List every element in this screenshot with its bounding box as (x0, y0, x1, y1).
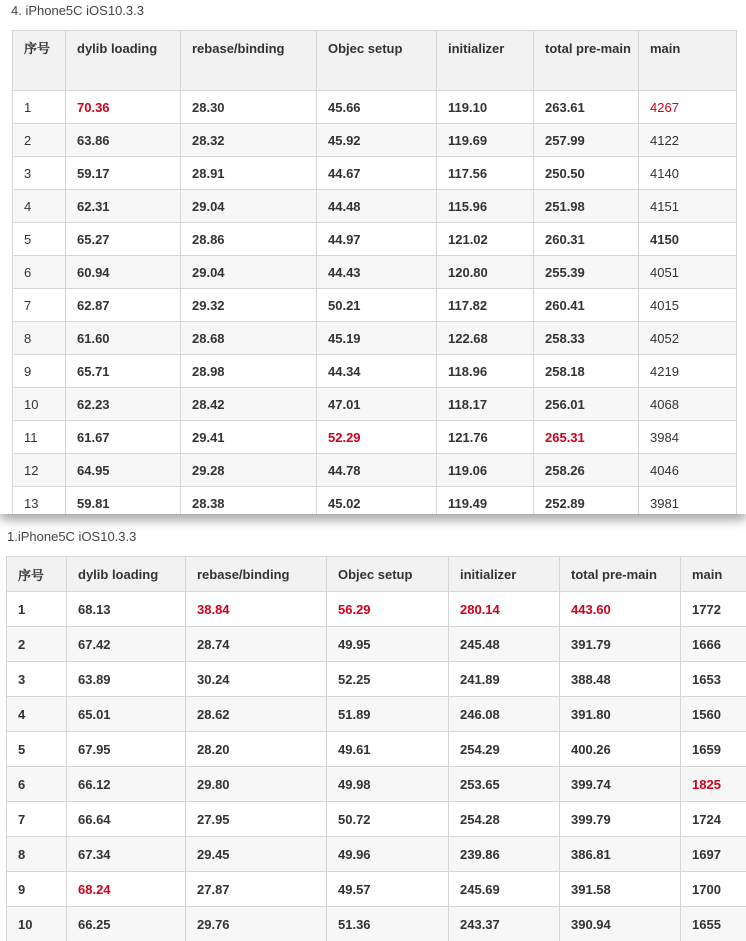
col-header-rebase-binding: rebase/binding (186, 557, 327, 592)
table-cell: 44.67 (317, 157, 437, 190)
table-cell: 29.80 (186, 767, 327, 802)
table-cell: 29.28 (181, 454, 317, 487)
table-cell: 4 (13, 190, 66, 223)
table-cell: 239.86 (449, 837, 560, 872)
table-cell: 257.99 (534, 124, 639, 157)
table-cell: 1 (7, 592, 67, 627)
col-header-index: 序号 (7, 557, 67, 592)
table-cell: 243.37 (449, 907, 560, 941)
table-cell: 29.32 (181, 289, 317, 322)
table-cell: 9 (13, 355, 66, 388)
table-cell: 260.31 (534, 223, 639, 256)
table-cell: 4 (7, 697, 67, 732)
table-row (13, 256, 737, 289)
table-cell: 254.28 (449, 802, 560, 837)
table-cell: 65.01 (67, 697, 186, 732)
table-row (13, 322, 737, 355)
table-cell: 62.23 (66, 388, 181, 421)
table-row (7, 837, 746, 872)
table-cell: 391.79 (560, 627, 681, 662)
table-cell: 258.18 (534, 355, 639, 388)
table-cell: 61.67 (66, 421, 181, 454)
table-cell: 443.60 (560, 592, 681, 627)
table-cell: 1659 (681, 732, 746, 767)
col-header-dylib-loading: dylib loading (66, 31, 181, 91)
table-cell: 28.91 (181, 157, 317, 190)
table-cell: 28.68 (181, 322, 317, 355)
table-cell: 7 (13, 289, 66, 322)
table-cell: 253.65 (449, 767, 560, 802)
col-header-rebase-binding: rebase/binding (181, 31, 317, 91)
col-header-index: 序号 (13, 31, 66, 91)
table-cell: 250.50 (534, 157, 639, 190)
table-cell: 260.41 (534, 289, 639, 322)
table-row (13, 91, 737, 124)
table-cell: 4122 (639, 124, 737, 157)
table-cell: 28.30 (181, 91, 317, 124)
col-header-objec-setup: Objec setup (327, 557, 449, 592)
table-cell: 28.38 (181, 487, 317, 515)
table-cell: 1653 (681, 662, 746, 697)
table-cell: 11 (13, 421, 66, 454)
table-cell: 256.01 (534, 388, 639, 421)
table-cell: 67.42 (67, 627, 186, 662)
table-cell: 3 (13, 157, 66, 190)
table-cell: 255.39 (534, 256, 639, 289)
table-cell: 265.31 (534, 421, 639, 454)
section-2-caption: 1.iPhone5C iOS10.3.3 (7, 529, 137, 544)
table-row (13, 421, 737, 454)
table-cell: 56.29 (327, 592, 449, 627)
table-cell: 7 (7, 802, 67, 837)
table-cell: 63.86 (66, 124, 181, 157)
table-cell: 119.49 (437, 487, 534, 515)
table-cell: 59.81 (66, 487, 181, 515)
table-cell: 115.96 (437, 190, 534, 223)
table-row (13, 157, 737, 190)
table-cell: 49.61 (327, 732, 449, 767)
table-row (7, 732, 746, 767)
table-cell: 4140 (639, 157, 737, 190)
table-cell: 246.08 (449, 697, 560, 732)
table-cell: 62.31 (66, 190, 181, 223)
table-cell: 30.24 (186, 662, 327, 697)
table-cell: 8 (13, 322, 66, 355)
table-cell: 117.82 (437, 289, 534, 322)
table-cell: 254.29 (449, 732, 560, 767)
table-row (7, 767, 746, 802)
table-row (7, 697, 746, 732)
table-cell: 66.25 (67, 907, 186, 941)
table-cell: 391.80 (560, 697, 681, 732)
table-cell: 45.02 (317, 487, 437, 515)
table-row (7, 627, 746, 662)
col-header-main: main (639, 31, 737, 91)
table-cell: 27.87 (186, 872, 327, 907)
table-row (13, 454, 737, 487)
table-cell: 117.56 (437, 157, 534, 190)
table-cell: 44.78 (317, 454, 437, 487)
table-cell: 119.10 (437, 91, 534, 124)
table-row (13, 487, 737, 515)
table-cell: 29.76 (186, 907, 327, 941)
table-cell: 65.27 (66, 223, 181, 256)
timing-table-2 (6, 556, 746, 941)
table-cell: 1825 (681, 767, 746, 802)
table-cell: 1697 (681, 837, 746, 872)
table-row (13, 223, 737, 256)
table-cell: 29.04 (181, 190, 317, 223)
table-cell: 1 (13, 91, 66, 124)
table-cell: 3981 (639, 487, 737, 515)
table-cell: 1700 (681, 872, 746, 907)
table-cell: 28.42 (181, 388, 317, 421)
timing-table-1 (12, 30, 737, 514)
table-cell: 122.68 (437, 322, 534, 355)
table-cell: 66.12 (67, 767, 186, 802)
table-cell: 1724 (681, 802, 746, 837)
table-cell: 28.20 (186, 732, 327, 767)
table-cell: 44.34 (317, 355, 437, 388)
table-cell: 119.06 (437, 454, 534, 487)
table-cell: 4267 (639, 91, 737, 124)
table-row (13, 289, 737, 322)
table-cell: 3 (7, 662, 67, 697)
table-cell: 1655 (681, 907, 746, 941)
table-cell: 4046 (639, 454, 737, 487)
col-header-initializer: initializer (437, 31, 534, 91)
table-cell: 50.21 (317, 289, 437, 322)
table-cell: 47.01 (317, 388, 437, 421)
col-header-total-pre-main: total pre-main (534, 31, 639, 91)
table-cell: 120.80 (437, 256, 534, 289)
table-row (7, 662, 746, 697)
table-row (13, 190, 737, 223)
table-cell: 1772 (681, 592, 746, 627)
table-cell: 44.97 (317, 223, 437, 256)
table-cell: 1666 (681, 627, 746, 662)
table-cell: 118.96 (437, 355, 534, 388)
table-cell: 6 (7, 767, 67, 802)
table-cell: 4052 (639, 322, 737, 355)
section-1-caption: 4. iPhone5C iOS10.3.3 (11, 3, 144, 18)
table-header-row (7, 557, 746, 592)
col-header-initializer: initializer (449, 557, 560, 592)
table-cell: 63.89 (67, 662, 186, 697)
table-cell: 121.02 (437, 223, 534, 256)
table-cell: 44.48 (317, 190, 437, 223)
col-header-objec-setup: Objec setup (317, 31, 437, 91)
table-row (13, 124, 737, 157)
table-cell: 241.89 (449, 662, 560, 697)
table-cell: 45.92 (317, 124, 437, 157)
table-cell: 29.45 (186, 837, 327, 872)
table-cell: 6 (13, 256, 66, 289)
table-row (13, 355, 737, 388)
table-cell: 9 (7, 872, 67, 907)
table-cell: 52.29 (317, 421, 437, 454)
table-cell: 251.98 (534, 190, 639, 223)
table-cell: 65.71 (66, 355, 181, 388)
table-cell: 60.94 (66, 256, 181, 289)
table-cell: 280.14 (449, 592, 560, 627)
table-cell: 52.25 (327, 662, 449, 697)
table-cell: 386.81 (560, 837, 681, 872)
col-header-main: main (681, 557, 746, 592)
table-cell: 4150 (639, 223, 737, 256)
table-cell: 4015 (639, 289, 737, 322)
table-cell: 67.34 (67, 837, 186, 872)
table-cell: 399.79 (560, 802, 681, 837)
table-cell: 59.17 (66, 157, 181, 190)
table-cell: 45.19 (317, 322, 437, 355)
table-cell: 258.26 (534, 454, 639, 487)
table-cell: 400.26 (560, 732, 681, 767)
table-cell: 2 (13, 124, 66, 157)
table-cell: 121.76 (437, 421, 534, 454)
table-cell: 27.95 (186, 802, 327, 837)
table-cell: 399.74 (560, 767, 681, 802)
table-cell: 64.95 (66, 454, 181, 487)
table-cell: 44.43 (317, 256, 437, 289)
table-cell: 1560 (681, 697, 746, 732)
table-cell: 8 (7, 837, 67, 872)
table-cell: 28.32 (181, 124, 317, 157)
table-cell: 61.60 (66, 322, 181, 355)
table-cell: 13 (13, 487, 66, 515)
table-cell: 49.98 (327, 767, 449, 802)
table-cell: 68.13 (67, 592, 186, 627)
table-cell: 258.33 (534, 322, 639, 355)
table-cell: 4051 (639, 256, 737, 289)
table-cell: 29.41 (181, 421, 317, 454)
table-cell: 51.89 (327, 697, 449, 732)
table-row (7, 592, 746, 627)
table-cell: 49.96 (327, 837, 449, 872)
table-cell: 2 (7, 627, 67, 662)
screenshot-section-2 (0, 514, 746, 941)
table-cell: 50.72 (327, 802, 449, 837)
table-row (7, 802, 746, 837)
table-cell: 245.48 (449, 627, 560, 662)
table-row (7, 872, 746, 907)
table-header-row (13, 31, 737, 91)
table-cell: 5 (7, 732, 67, 767)
table-cell: 29.04 (181, 256, 317, 289)
table-cell: 28.98 (181, 355, 317, 388)
table-cell: 4151 (639, 190, 737, 223)
table-cell: 66.64 (67, 802, 186, 837)
table-cell: 119.69 (437, 124, 534, 157)
table-cell: 68.24 (67, 872, 186, 907)
table-cell: 12 (13, 454, 66, 487)
table-cell: 49.95 (327, 627, 449, 662)
table-row (7, 907, 746, 941)
table-cell: 10 (7, 907, 67, 941)
table-cell: 4219 (639, 355, 737, 388)
col-header-total-pre-main: total pre-main (560, 557, 681, 592)
table-cell: 3984 (639, 421, 737, 454)
table-cell: 5 (13, 223, 66, 256)
col-header-dylib-loading: dylib loading (67, 557, 186, 592)
table-cell: 49.57 (327, 872, 449, 907)
table-cell: 391.58 (560, 872, 681, 907)
table-cell: 28.74 (186, 627, 327, 662)
table-cell: 28.86 (181, 223, 317, 256)
table-cell: 67.95 (67, 732, 186, 767)
table-row (13, 388, 737, 421)
table-cell: 38.84 (186, 592, 327, 627)
table-cell: 252.89 (534, 487, 639, 515)
table-cell: 28.62 (186, 697, 327, 732)
table-cell: 51.36 (327, 907, 449, 941)
table-cell: 263.61 (534, 91, 639, 124)
table-cell: 390.94 (560, 907, 681, 941)
table-cell: 62.87 (66, 289, 181, 322)
table-cell: 45.66 (317, 91, 437, 124)
table-cell: 388.48 (560, 662, 681, 697)
table-cell: 245.69 (449, 872, 560, 907)
table-cell: 4068 (639, 388, 737, 421)
table-cell: 10 (13, 388, 66, 421)
table-cell: 70.36 (66, 91, 181, 124)
table-cell: 118.17 (437, 388, 534, 421)
